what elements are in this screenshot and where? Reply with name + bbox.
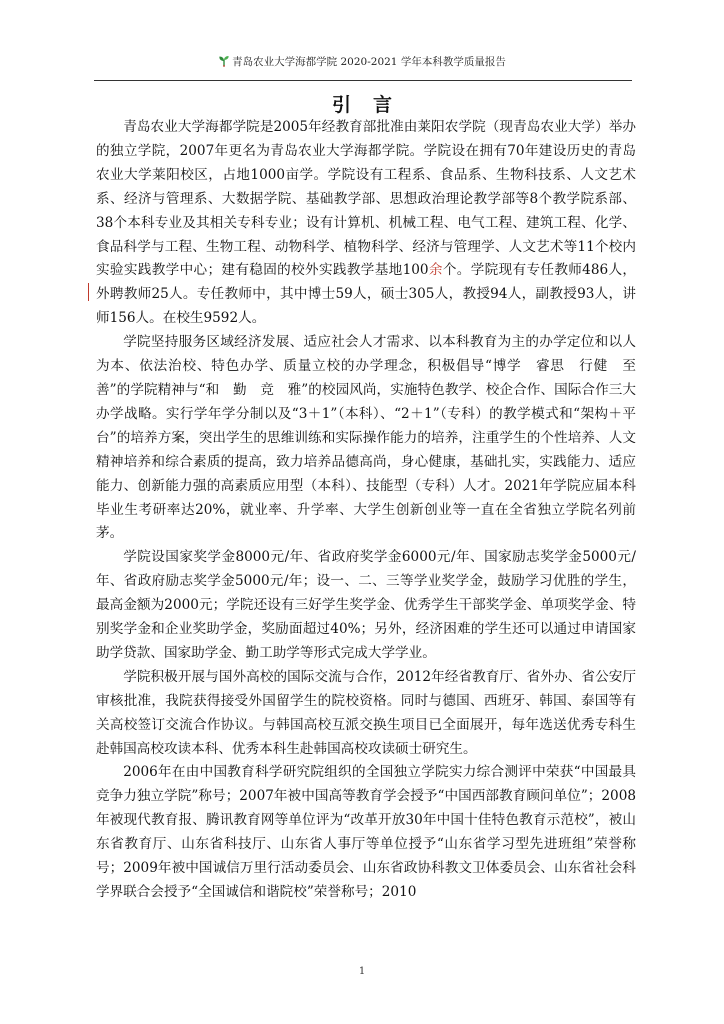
paragraph-1 (96, 116, 636, 331)
page-number: 1 (358, 966, 366, 977)
paragraph-5: 2006年在由中国教育科学研究院组织的全国独立学院实力综合测评中荣获“中国最具竞争力独立学院”称号；2007年被中国高等教育学会授予“中国西部教育顾问单位”；2008年被现代教育报、腾讯教育网等单位评为“改革开放30年中国十佳特色教育示范校”，被山东省教育厅、山东省科技厅、山东省人事厅等单位授予“山东省学习型先进班组”荣誉称号；2009年被中国诚信万里行活动委员会、山东省政协科教文卫体委员会、山东省社会科学界联合会授予“全国诚信和谐院校”荣誉称号；2010 (96, 764, 636, 900)
paragraph-text: 个。学院现有专任教师486人，外聘教师25人。专任教师中，其中博士59人，硕士305人，教授94人，副教授93人，讲师156人。在校生9592人。 (96, 262, 637, 327)
page-header (0, 54, 724, 69)
highlighted-text: 余 (428, 262, 443, 279)
page-title: 引言 (331, 94, 414, 116)
paragraph-text: 青岛农业大学海都学院是2005年经教育部批准由莱阳农学院（现青岛农业大学）举办的独立学院，2007年更名为青岛农业大学海都学院。学院设在拥有70年建设历史的青岛农业大学莱阳校区，占地1000亩学。学院设有工程系、食品系、生物科技系、人文艺术系、经济与管理系、大数据学院、基础教学部、思想政治理论教学部等8个教学院系部、38个本科专业及其相关专科专业；设有计算机、机械工程、电气工程、建筑工程、化学、食品科学与工程、生物工程、动物科学、植物科学、经济与管理学、人文艺术等11个校内实验实践教学中心；建有稳固的校外实践教学基地100 (96, 119, 636, 279)
document-body (96, 116, 636, 905)
paragraph-3: 学院设国家奖学金8000元/年、省政府奖学金6000元/年、国家励志奖学金5000元/年、省政府励志奖学金5000元/年；设一、二、三等学业奖学金，鼓励学习优胜的学生，最高金额为2000元；学院还设有三好学生奖学金、优秀学生干部奖学金、单项奖学金、特别奖学金和企业奖助学金，奖励面超过40%；另外，经济困难的学生还可以通过申请国家助学贷款、国家助学金、勤工助学等形式完成大学学业。 (96, 549, 636, 661)
header-divider (94, 80, 632, 81)
paragraph-4: 学院积极开展与国外高校的国际交流与合作，2012年经省教育厅、省外办、省公安厅审核批准，我院获得接受外国留学生的院校资格。同时与德国、西班牙、韩国、泰国等有关高校签订交流合作协议。与韩国高校互派交换生项目已全面展开，每年选送优秀专科生赴韩国高校攻读本科、优秀本科生赴韩国高校攻读硕士研究生。 (96, 668, 636, 757)
revision-margin-mark (88, 283, 89, 301)
sprout-icon (218, 55, 230, 67)
header-text: 青岛农业大学海都学院 2020-2021 学年本科教学质量报告 (232, 56, 506, 68)
paragraph-2: 学院坚持服务区域经济发展、适应社会人才需求、以本科教育为主的办学定位和以人为本、依法治校、特色办学、质量立校的办学理念，积极倡导“博学 睿思 行健 至善”的学院精神与“和 勤 竞 雅”的校园风尚，实施特色教学、校企合作、国际合作三大办学战略。实行学年学分制以及“3＋1”（本科）、“2＋1”（专科）的教学模式和“架构＋平台”的培养方案，突出学生的思维训练和实际操作能力的培养，注重学生的个性培养、人文精神培养和综合素质的提高，致力培养品德高尚，身心健康，基础扎实，实践能力、适应能力、创新能力强的高素质应用型（本科）、技能型（专科）人才。2021年学院应届本科毕业生考研率达20%，就业率、升学率、大学生创新创业等一直在全省独立学院名列前茅。 (96, 334, 636, 542)
